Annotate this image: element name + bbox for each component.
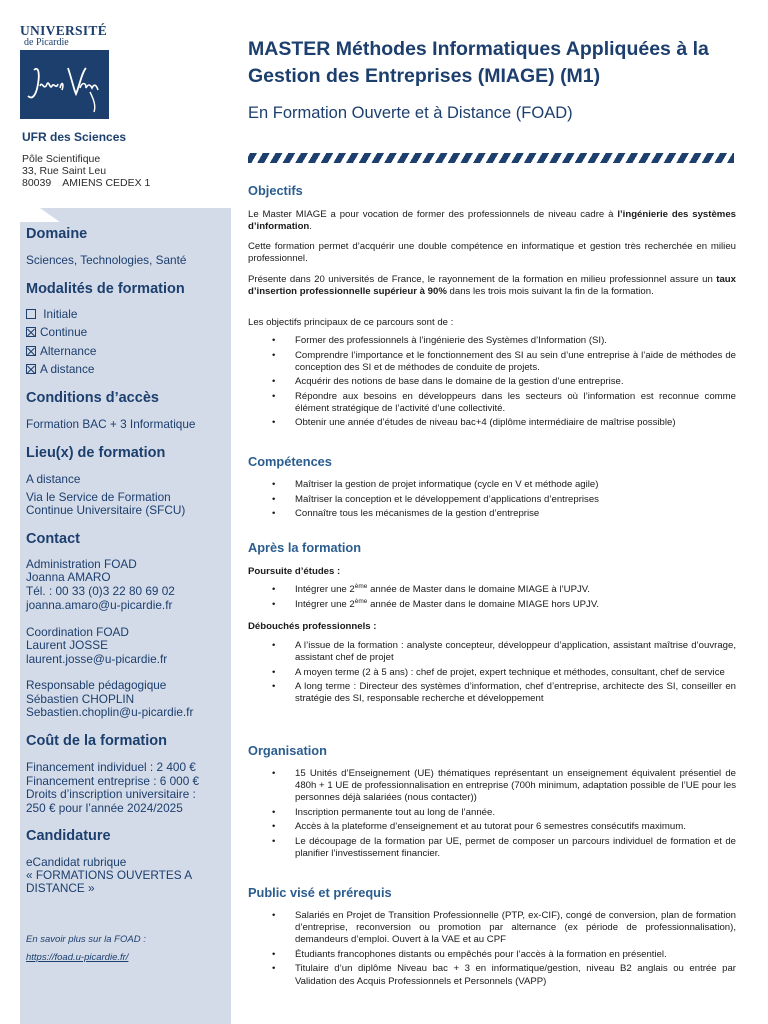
checkbox-checked-icon	[26, 327, 36, 337]
objectifs-paragraph	[248, 274, 736, 298]
list-item: • A long terme : Directeur des systèmes d’information, chef d’entreprise, architecte des SI, conseiller en stratégie des SI, responsable recherche et développement	[248, 681, 736, 705]
title-line: Gestion des Entreprises (MIAGE) (M1)	[248, 65, 601, 87]
conditions-heading: Conditions d’accès	[26, 390, 159, 406]
superscript: ème	[354, 597, 368, 605]
modalite-initiale	[26, 308, 77, 321]
logo-signature-box	[20, 50, 109, 119]
contact-phone: Tél. : 00 33 (0)3 22 80 69 02	[26, 584, 175, 598]
cout-line: Financement entreprise : 6 000 €	[26, 774, 200, 788]
modalite-label: A distance	[40, 362, 95, 376]
text-run: Intégrer une 2	[295, 598, 355, 610]
list-item: • Titulaire d’un diplôme Niveau bac + 3 en informatique/gestion, niveau B2 anglais ou entrée par Validation des Acquis Professionnels et Personnels (VAPP)	[248, 963, 736, 987]
list-item: • Étudiants francophones distants ou empêchés pour l’accès à la formation en présentiel.	[248, 949, 736, 961]
contact-role: Administration FOAD	[26, 557, 137, 571]
poursuite-list	[248, 584, 736, 613]
checkbox-empty-icon	[26, 309, 36, 319]
apres-heading: Après la formation	[248, 540, 362, 555]
list-item: • Inscription permanente tout au long de l’année.	[248, 807, 736, 819]
jules-verne-signature-icon	[20, 50, 109, 119]
modalite-alternance	[26, 345, 96, 358]
domaine-text: Sciences, Technologies, Santé	[26, 253, 187, 267]
text-run: dans les trois mois suivant la fin de la formation.	[446, 286, 654, 298]
university-logo	[20, 24, 109, 120]
address-line: Pôle Scientifique	[22, 153, 101, 165]
logo-line2: de Picardie	[24, 37, 69, 48]
modalite-label: Alternance	[40, 344, 97, 358]
list-item: • Former des professionnels à l’ingénierie des Systèmes d’Information (SI).	[248, 335, 736, 347]
modalites-heading: Modalités de formation	[26, 281, 185, 297]
cout-line: Financement individuel : 2 400 €	[26, 760, 196, 774]
cout-line: 250 € pour l’année 2024/2025	[26, 801, 183, 815]
list-item: • A moyen terme (2 à 5 ans) : chef de projet, expert technique et méthodes, consultant, chef de service	[248, 667, 736, 679]
lieux-line: A distance	[26, 472, 81, 486]
page-title	[248, 36, 738, 90]
contact-email-link[interactable]: Sebastien.choplin@u-picardie.fr	[26, 705, 194, 719]
organisation-list	[248, 768, 736, 863]
competences-list	[248, 479, 736, 523]
list-item: • 15 Unités d’Enseignement (UE) thématiques représentant un enseignement équivalent présentiel de 480h + 1 UE de professionnalisation en entreprise (700h minimum, adaptation possible de l’UE pour les personnes déjà salariées (nous contacter))	[248, 768, 736, 805]
contact-name: Joanna AMARO	[26, 570, 111, 584]
poursuite-label: Poursuite d’études :	[248, 566, 341, 577]
modalite-distance	[26, 363, 94, 376]
candidature-line: « FORMATIONS OUVERTES A	[26, 868, 193, 882]
lieux-line: Continue Universitaire (SFCU)	[26, 503, 186, 517]
more-info-label: En savoir plus sur la FOAD :	[26, 934, 146, 945]
public-heading: Public visé et prérequis	[248, 885, 392, 900]
contact-email-link[interactable]: laurent.josse@u-picardie.fr	[26, 652, 168, 666]
cout-heading: Coût de la formation	[26, 733, 167, 749]
objectifs-heading: Objectifs	[248, 183, 303, 198]
panel-notch-shape	[20, 208, 231, 224]
list-item: • Salariés en Projet de Transition Professionnelle (PTP, ex-CIF), congé de conversion, plan de formation d’entreprise, reconversion ou promotion par alternance (ex période de professionnalisation), demandeurs d’emploi. Ouvert à la VAE et au CPF	[248, 910, 736, 947]
text-run: Le Master MIAGE a pour vocation de former des professionnels de niveau cadre à	[248, 209, 618, 220]
info-sidebar	[20, 208, 231, 1024]
list-item: • Maîtriser la conception et le développement d’applications d’entreprises	[248, 494, 736, 506]
modalite-label: Continue	[40, 325, 88, 339]
candidature-line: DISTANCE »	[26, 881, 95, 895]
decorative-stripe-divider	[248, 153, 734, 163]
objectifs-intro: Les objectifs principaux de ce parcours sont de :	[248, 317, 454, 328]
candidature-heading: Candidature	[26, 828, 111, 844]
list-item: • A l’issue de la formation : analyste concepteur, développeur d’application, assistant maîtrise d’ouvrage, assistant chef de projet	[248, 640, 736, 664]
contact-role: Responsable pédagogique	[26, 678, 167, 692]
checkbox-checked-icon	[26, 364, 36, 374]
contact-name: Laurent JOSSE	[26, 638, 108, 652]
organisation-heading: Organisation	[248, 743, 327, 758]
objectifs-paragraph: Cette formation permet d’acquérir une double compétence en informatique et gestion très recherchée en milieu professionnel.	[248, 241, 736, 265]
contact-heading: Contact	[26, 531, 80, 547]
list-item	[248, 584, 736, 596]
modalite-continue	[26, 326, 87, 339]
contact-name: Sébastien CHOPLIN	[26, 692, 135, 706]
title-line: MASTER Méthodes Informatiques Appliquées à la	[248, 38, 709, 60]
address-line: 33, Rue Saint Leu	[22, 165, 107, 177]
debouches-list	[248, 640, 736, 708]
public-list	[248, 910, 736, 990]
list-item: • Maîtriser la gestion de projet informatique (cycle en V et méthode agile)	[248, 479, 736, 491]
superscript: ème	[354, 582, 368, 590]
text-run-bold: l’ingénierie des systèmes d’information	[248, 209, 736, 233]
conditions-text: Formation BAC + 3 Informatique	[26, 417, 196, 431]
text-run: Présente dans 20 universités de France, le rayonnement de la formation en milieu professionnel assure un	[248, 274, 717, 285]
domaine-heading: Domaine	[26, 226, 88, 242]
text-run: Intégrer une 2	[295, 584, 355, 595]
lieux-heading: Lieu(x) de formation	[26, 445, 166, 461]
lieux-line: Via le Service de Formation	[26, 490, 171, 504]
list-item: • Accès à la plateforme d’enseignement et au tutorat pour 6 semestres consécutifs maximum.	[248, 821, 736, 833]
checkbox-checked-icon	[26, 346, 36, 356]
debouches-label: Débouchés professionnels :	[248, 621, 377, 632]
objectifs-paragraph	[248, 209, 736, 233]
list-item: • Comprendre l’importance et le fonctionnement des SI au sein d’une entreprise à l’aide de méthodes de conception des SI et de méthodes de conduite de projets.	[248, 350, 736, 374]
list-item: • Répondre aux besoins en développeurs dans les secteurs où l’information est reconnue comme élément stratégique de l’activité d’une collectivité.	[248, 391, 736, 415]
objectifs-list	[248, 335, 736, 432]
list-item: • Connaître tous les mécanismes de la gestion d’entreprise	[248, 508, 736, 520]
address-line: 80039 AMIENS CEDEX 1	[22, 177, 151, 189]
text-run: année de Master dans le domaine MIAGE hors UPJV.	[367, 598, 600, 610]
list-item	[248, 599, 736, 611]
cout-line: Droits d’inscription universitaire :	[26, 787, 196, 801]
competences-heading: Compétences	[248, 454, 332, 469]
candidature-line: eCandidat rubrique	[26, 855, 127, 869]
postal-address	[22, 153, 150, 189]
list-item: • Acquérir des notions de base dans le domaine de la gestion d’une entreprise.	[248, 376, 736, 388]
foad-website-link[interactable]: https://foad.u-picardie.fr/	[26, 952, 129, 963]
modalite-label: Initiale	[43, 307, 78, 321]
list-item: • Obtenir une année d’études de niveau bac+4 (diplôme intermédiaire de maîtrise possible)	[248, 417, 736, 429]
logo-line1: UNIVERSITÉ	[20, 23, 108, 38]
left-column	[0, 0, 232, 1024]
page-subtitle: En Formation Ouverte et à Distance (FOAD)	[248, 104, 573, 122]
contact-email-link[interactable]: joanna.amaro@u-picardie.fr	[26, 598, 173, 612]
ufr-name: UFR des Sciences	[22, 130, 127, 144]
text-run-bold: taux d’insertion professionnelle supérieur à 90%	[248, 274, 736, 298]
list-item: • Le découpage de la formation par UE, permet de composer un parcours individuel de formation et de planifier l’investissement financier.	[248, 836, 736, 860]
text-run: .	[309, 221, 312, 233]
contact-role: Coordination FOAD	[26, 625, 129, 639]
text-run: année de Master dans le domaine MIAGE à l’UPJV.	[367, 584, 590, 595]
